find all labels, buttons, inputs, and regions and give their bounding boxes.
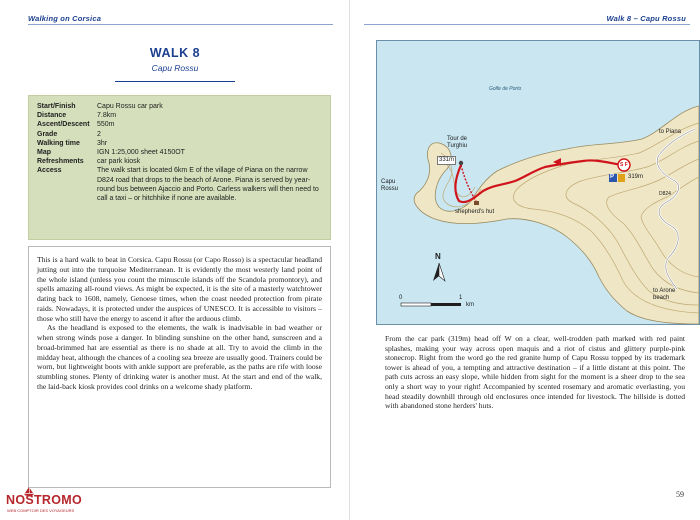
intro-paragraph: This is a hard walk to beat in Corsica. Capu Rossu (or Capo Rosso) is a spectacular headland jutting out into the turquoise Mediterranean. It is evidently the most westerly land point of the whole island (unless you count the minuscule islands off the Scandola promontory), and spells amazing all-round views. As might be expected, it is the site of a masterly watchtower dating back to 1608, namely, Genoese times, when the coast needed protection from pirate raids. Nowadays, it is protected under the auspices of UNESCO. It is accessible to visitors – those who still have the energy to ascend it after the arduous climb. xyxy=(37,255,322,323)
info-row-refreshments xyxy=(37,157,322,166)
info-label: Refreshments xyxy=(37,158,84,166)
info-value: The walk start is located 6km E of the village of Piana on the narrow D824 road that drops to the beach of Arone. Piana is served by year-round bus between Ajaccio and Porto. Carless walkers will then need to call a taxi – or hitchhike if none are available. xyxy=(97,167,319,203)
map-label-to-arone: to Arone beach xyxy=(653,288,676,301)
map-label-start-altitude: 319m xyxy=(628,174,644,180)
running-head-right: Walk 8 – Capu Rossu xyxy=(606,14,686,23)
info-row-access xyxy=(37,166,322,203)
route-description xyxy=(385,334,685,411)
parking-icon: P xyxy=(610,174,615,180)
info-value: 2 xyxy=(97,130,101,138)
route-map xyxy=(376,40,700,325)
logo-name: NOSTROMO xyxy=(6,493,83,507)
map-label-cape: Capu Rossu xyxy=(381,179,399,192)
info-row-ascent xyxy=(37,120,322,129)
route-paragraph: From the car park (319m) head off W on a clear, well-trodden path marked with red paint splashes, making your way across open maquis and a riot of cistus and glittery purple-pink stonecrop. Right from the word go the red granite hump of Capu Rossu topped by its trademark tower is ahead of you, a tempting and attractive destination – if a little distant at this point. The path cuts across an easy slope, while hidden from sight for the moment is a sheer drop to the sea only a short way to your right! Accompanied by scented rosemary and aromatic everlasting, you head steadily downhill through old enclosures once intended for livestock. The hillside is dotted with abandoned stone herders' huts. xyxy=(385,334,685,411)
running-head-rule-right xyxy=(364,24,690,25)
start-finish-badge: S F xyxy=(620,162,628,168)
info-value: 550m xyxy=(97,121,115,129)
info-label: Walking time xyxy=(37,139,80,147)
map-label-hut: shepherd's hut xyxy=(455,209,495,215)
info-row-distance xyxy=(37,111,322,120)
map-label-tower: Tour de Turghiu xyxy=(447,136,468,149)
info-row-time xyxy=(37,139,322,148)
scale-label-one: 1 xyxy=(459,295,463,301)
walk-info-box xyxy=(28,95,331,240)
info-label: Map xyxy=(37,149,51,157)
info-row-grade xyxy=(37,130,322,139)
map-label-road: D824 xyxy=(659,191,671,197)
map-label-summit: 331m xyxy=(439,157,455,163)
title-divider xyxy=(115,81,235,82)
info-label: Access xyxy=(37,167,62,175)
info-row-start xyxy=(37,102,322,111)
map-label-gulf: Golfe de Porto xyxy=(489,86,522,92)
map-label-to-piana: to Piana xyxy=(659,129,682,135)
nostromo-logo xyxy=(4,487,83,517)
info-value: 3hr xyxy=(97,139,108,147)
map-graphic xyxy=(377,41,699,324)
info-label: Grade xyxy=(37,130,58,138)
info-label: Ascent/Descent xyxy=(37,121,90,129)
info-label: Distance xyxy=(37,112,67,120)
walk-title xyxy=(0,46,350,73)
running-head-left: Walking on Corsica xyxy=(28,14,102,23)
intro-text-box xyxy=(28,246,331,488)
info-value: IGN 1:25,000 sheet 4150OT xyxy=(97,149,185,157)
info-value: Capu Rossu car park xyxy=(97,103,163,110)
info-value: 7.8km xyxy=(97,112,117,120)
page-number: 59 xyxy=(676,490,684,499)
info-label: Start/Finish xyxy=(37,103,76,110)
running-head-rule-left xyxy=(28,24,333,25)
north-label: N xyxy=(435,252,441,261)
info-row-map xyxy=(37,148,322,157)
walk-number: WALK 8 xyxy=(149,46,201,60)
intro-paragraph: As the headland is exposed to the elements, the walk is inadvisable in bad weather or when strong winds pose a danger. In blinding sunshine on the other hand, sunscreen and a broad-brimmed hat are essential as there is no shade at all. Try to avoid the climb in the midday heat, although the chances of a cooling sea breeze are usually good. Trainers could be worn, but lightweight boots with ankle support are preferable, as the paths are rife with loose stumbling stones. Plenty of drinking water is another must. At the start and end of the walk, the laid-back kiosk provides cool drinks on a welcome shady platform. xyxy=(37,323,322,391)
info-value: car park kiosk xyxy=(97,158,141,166)
walk-name: Capu Rossu xyxy=(151,63,199,73)
logo-tagline: WEB COMPTOIR DES VOYAGEURS xyxy=(7,508,75,513)
scale-label-unit: km xyxy=(466,302,474,308)
scale-label-zero: 0 xyxy=(399,295,403,301)
